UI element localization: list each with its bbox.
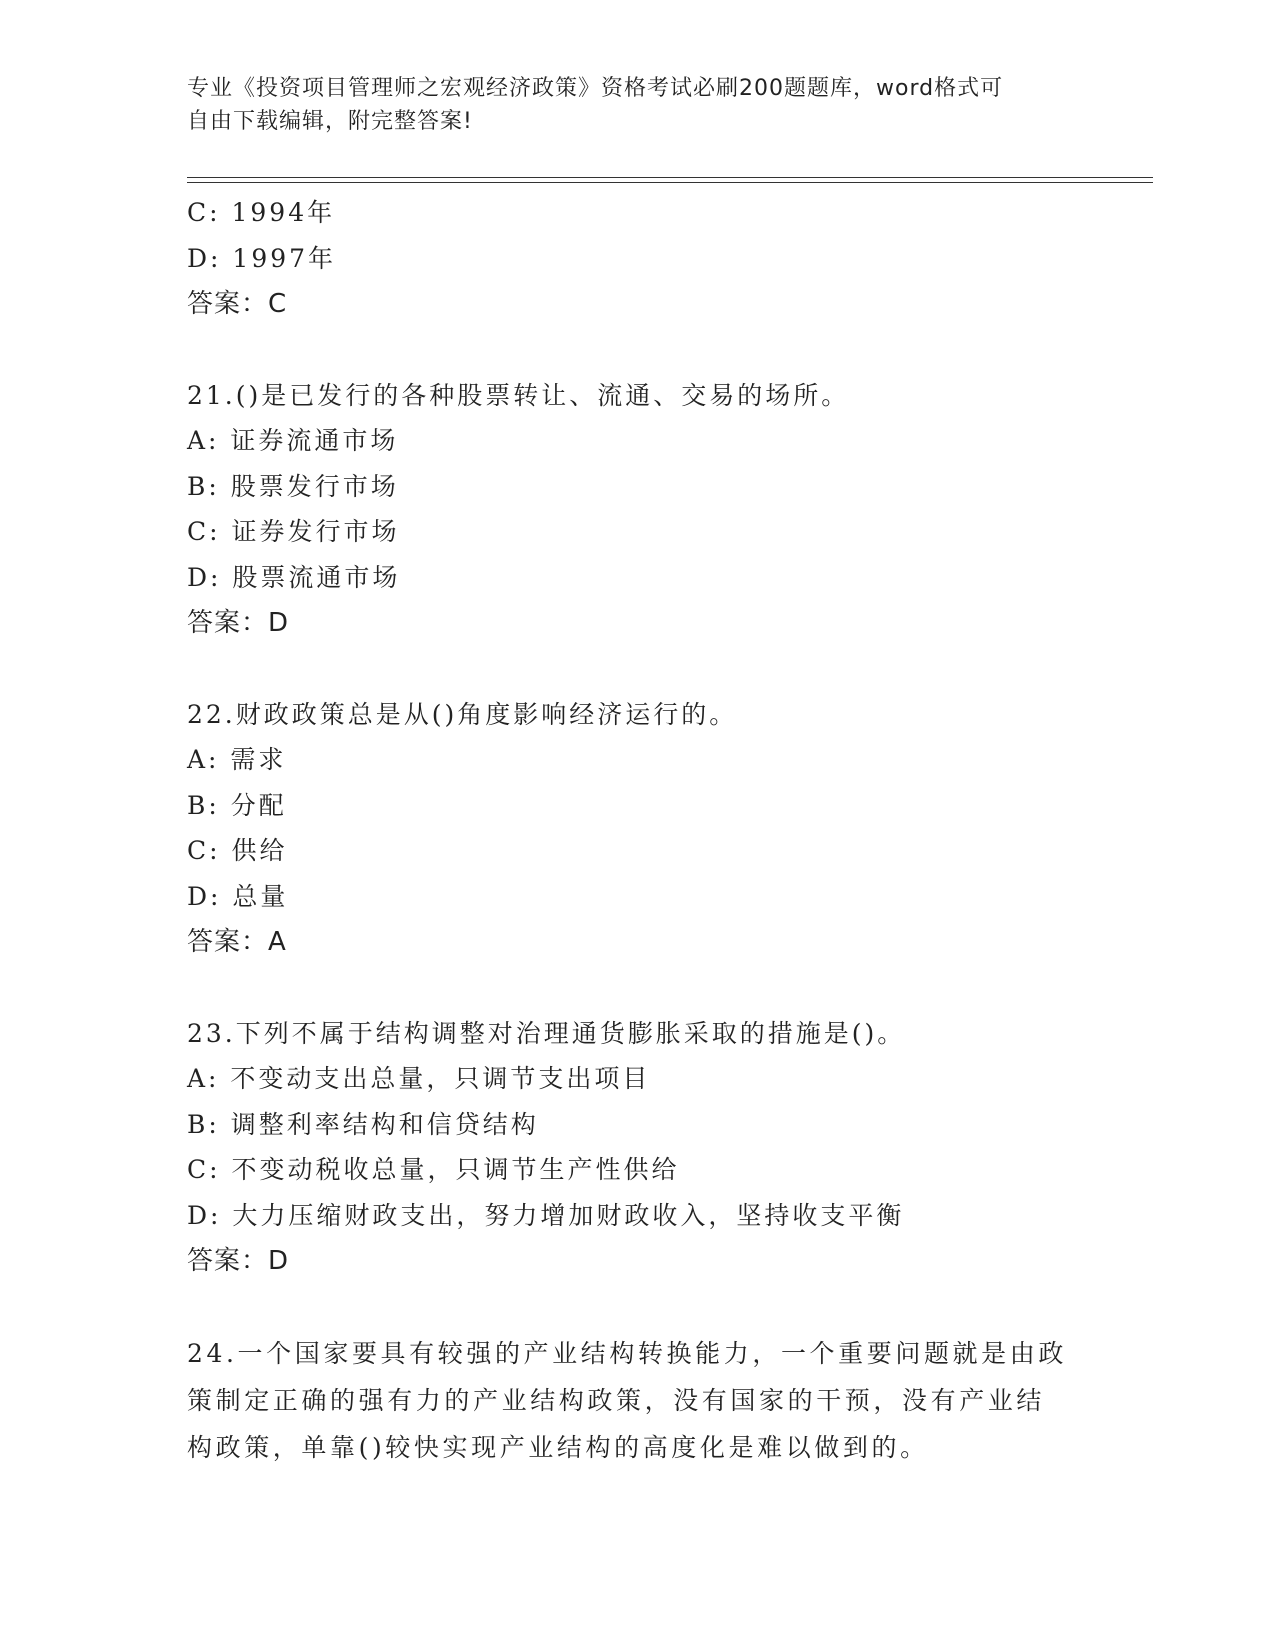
answer-line: 答案：C (187, 289, 288, 319)
option-c: C: 不变动税收总量，只调节生产性供给 (187, 1155, 680, 1184)
question-stem: 22.财政政策总是从()角度影响经济运行的。 (187, 699, 738, 729)
option-a: A: 不变动支出总量，只调节支出项目 (187, 1064, 651, 1093)
answer-line: 答案：D (187, 1246, 290, 1276)
option-a: A: 需求 (187, 745, 287, 774)
answer-line: 答案：A (187, 927, 287, 957)
option-b: B: 调整利率结构和信贷结构 (187, 1109, 539, 1139)
header-line-1: 专业《投资项目管理师之宏观经济政策》资格考试必刷200题题库，word格式可 (187, 76, 1004, 101)
question-23 (187, 1011, 1087, 1285)
question-stem-line-3: 构政策，单靠()较快实现产业结构的高度化是难以做到的。 (187, 1432, 929, 1462)
header-divider-bottom (187, 182, 1153, 183)
header-line-2: 自由下载编辑，附完整答案! (187, 109, 473, 134)
option-d: D: 股票流通市场 (187, 562, 401, 592)
answer-line: 答案：D (187, 608, 290, 638)
question-list (187, 190, 1087, 1471)
question-stem-line-1: 24.一个国家要具有较强的产业结构转换能力，一个重要问题就是由政 (187, 1338, 1067, 1368)
option-c: C: 证券发行市场 (187, 517, 400, 546)
question-21 (187, 373, 1087, 647)
question-20-tail (187, 190, 1087, 327)
option-d: D: 总量 (187, 881, 289, 911)
header-divider-top (187, 177, 1153, 178)
question-stem-line-2: 策制定正确的强有力的产业结构政策，没有国家的干预，没有产业结 (187, 1385, 1046, 1415)
option-b: B: 分配 (187, 790, 287, 820)
option-c: C: 供给 (187, 836, 288, 865)
option-d: D: 1997年 (187, 243, 337, 273)
question-24 (187, 1330, 1087, 1471)
option-d: D: 大力压缩财政支出，努力增加财政收入，坚持收支平衡 (187, 1200, 905, 1230)
question-stem: 21.()是已发行的各种股票转让、流通、交易的场所。 (187, 380, 850, 410)
option-c: C: 1994年 (187, 198, 336, 227)
question-22 (187, 692, 1087, 966)
option-a: A: 证券流通市场 (187, 426, 399, 455)
question-stem: 23.下列不属于结构调整对治理通货膨胀采取的措施是()。 (187, 1018, 906, 1048)
document-header (187, 72, 1087, 138)
option-b: B: 股票发行市场 (187, 471, 399, 501)
